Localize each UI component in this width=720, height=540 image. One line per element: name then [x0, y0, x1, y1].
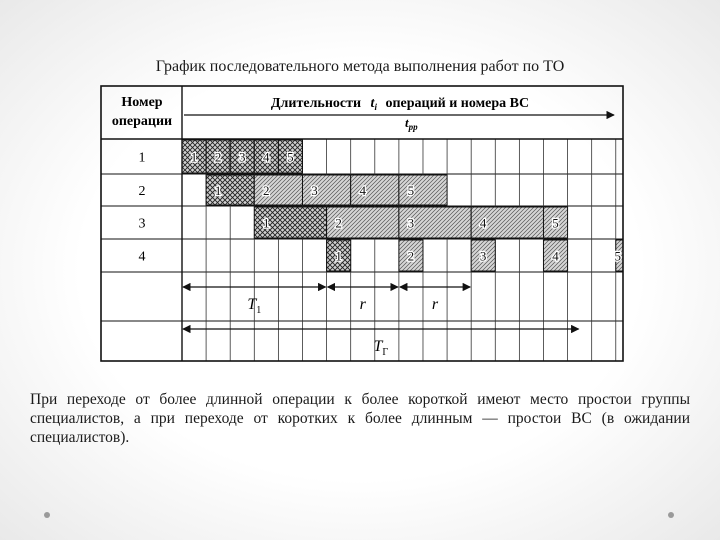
- caption-text: При переходе от более длинной операции к более короткой имеют место простои группы специалистов, а при переходе от коротких к более длинным — простои ВС (в ожидании специалистов).: [30, 391, 690, 446]
- dimension-subscript: 1: [256, 305, 262, 316]
- aircraft-number-label: 1: [190, 149, 198, 165]
- decorative-dot-right: [668, 512, 674, 518]
- operation-number: 3: [138, 216, 146, 232]
- header-tpp-sub: рр: [408, 122, 418, 132]
- aircraft-number-label: 1: [214, 183, 222, 198]
- operation-bar: [302, 175, 350, 205]
- header-tpp-t: t: [405, 115, 409, 130]
- aircraft-number-label: 5: [287, 149, 294, 165]
- aircraft-number-label: 4: [263, 149, 270, 165]
- aircraft-number-label: 3: [311, 183, 318, 198]
- dimension-subscript: Г: [382, 347, 389, 358]
- header-tpp: [405, 115, 418, 132]
- decorative-dot-left: [44, 512, 50, 518]
- operation-bar: [399, 175, 447, 205]
- dimension-symbol: T: [247, 296, 257, 313]
- header-ti-sub: i: [374, 102, 377, 112]
- aircraft-number-label: 4: [359, 183, 366, 198]
- row-labels: [139, 151, 146, 265]
- dimension-symbol: T: [373, 338, 383, 355]
- operation-number: 2: [138, 184, 146, 199]
- header-col1-line1: Номер: [121, 95, 163, 110]
- dimension-label: [360, 296, 367, 313]
- aircraft-number-label: 4: [552, 248, 559, 264]
- operation-bar: [254, 175, 302, 205]
- dimension-symbol: r: [359, 296, 366, 313]
- aircraft-number-label: 5: [614, 248, 621, 264]
- diagram-title: График последовательного метода выполнения работ по ТО: [155, 58, 565, 75]
- gantt-diagram: [100, 85, 625, 363]
- operation-bar: [206, 175, 254, 205]
- aircraft-number-label: 2: [407, 248, 415, 264]
- aircraft-number-label: 2: [263, 183, 270, 198]
- aircraft-number-label: 1: [335, 248, 342, 264]
- aircraft-number-label: 5: [407, 183, 415, 198]
- aircraft-number-label: 3: [407, 215, 415, 231]
- aircraft-number-label: 5: [552, 215, 559, 231]
- operation-number: 4: [138, 249, 146, 265]
- aircraft-number-label: 2: [335, 215, 342, 231]
- operation-bar: [351, 175, 399, 205]
- header-col1-line2: операции: [111, 114, 173, 129]
- header-ti: t: [370, 96, 375, 111]
- aircraft-number-label: 1: [263, 215, 270, 231]
- aircraft-number-label: 4: [479, 215, 487, 231]
- dimension-label: [432, 296, 439, 313]
- dimension-label: [373, 338, 388, 358]
- header-durations-title: [271, 96, 529, 114]
- header-rest: операций и номера ВС: [385, 96, 530, 111]
- header-durations-word: Длительности: [270, 96, 362, 111]
- aircraft-number-label: 3: [238, 149, 246, 165]
- dimension-symbol: r: [431, 296, 439, 313]
- aircraft-number-label: 2: [214, 149, 222, 165]
- operation-number: 1: [138, 150, 146, 166]
- aircraft-number-label: 3: [479, 248, 487, 264]
